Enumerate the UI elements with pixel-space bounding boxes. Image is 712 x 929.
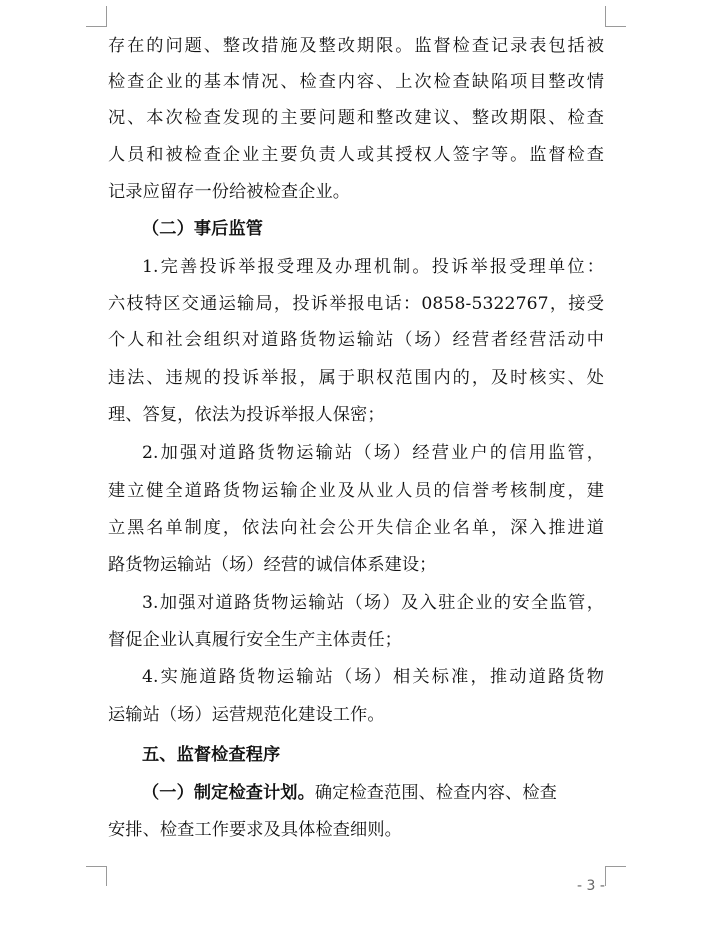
body-line: 检查企业的基本情况、检查内容、上次检查缺陷项目整改情 [108,72,604,92]
body-line: 存在的问题、整改措施及整改期限。监督检查记录表包括被 [108,36,604,56]
body-line: 督促企业认真履行安全生产主体责任； [108,630,402,650]
body-line: 建立健全道路货物运输企业及从业人员的信誉考核制度，建 [108,481,604,501]
page-number: - 3 - [577,878,605,894]
crop-mark-bottom-left-horizontal [86,866,107,867]
body-line: 理、答复，依法为投诉举报人保密； [108,405,385,425]
crop-mark-top-left-horizontal [86,26,107,27]
body-line: 记录应留存一份给被检查企业。 [108,182,351,202]
body-text: 确定检查范围、检查内容、检查 [314,783,557,803]
body-line: 安排、检查工作要求及具体检查细则。 [108,820,402,840]
body-line: 路货物运输站（场）经营的诚信体系建设； [108,555,437,575]
body-line [142,777,604,809]
crop-mark-top-right-horizontal [605,26,626,27]
crop-mark-top-right-vertical [605,6,606,26]
subsection-heading: （一）制定检查计划。 [142,783,315,803]
body-line: 六枝特区交通运输局，投诉举报电话：0858-5322767，接受 [108,294,604,314]
body-line: 3.加强对道路货物运输站（场）及入驻企业的安全监管， [142,593,604,613]
body-line: 个人和社会组织对道路货物运输站（场）经营者经营活动中 [108,330,604,350]
body-line: 立黑名单制度，依法向社会公开失信企业名单，深入推进道 [108,518,604,538]
body-line: 运输站（场）运营规范化建设工作。 [108,705,385,725]
body-line: 4.实施道路货物运输站（场）相关标准，推动道路货物 [142,667,604,687]
crop-mark-bottom-right-horizontal [605,866,626,867]
body-line: 2.加强对道路货物运输站（场）经营业户的信用监管， [142,443,604,463]
crop-mark-top-left-vertical [106,6,107,26]
crop-mark-bottom-left-vertical [106,866,107,886]
body-line: 1.完善投诉举报受理及办理机制。投诉举报受理单位： [142,257,604,277]
body-line: 违法、违规的投诉举报，属于职权范围内的，及时核实、处 [108,368,604,388]
section-heading: （二）事后监管 [142,219,264,239]
chapter-heading: 五、监督检查程序 [142,745,281,765]
body-line: 人员和被检查企业主要负责人或其授权人签字等。监督检查 [108,145,604,165]
body-line: 况、本次检查发现的主要问题和整改建议、整改期限、检查 [108,108,604,128]
